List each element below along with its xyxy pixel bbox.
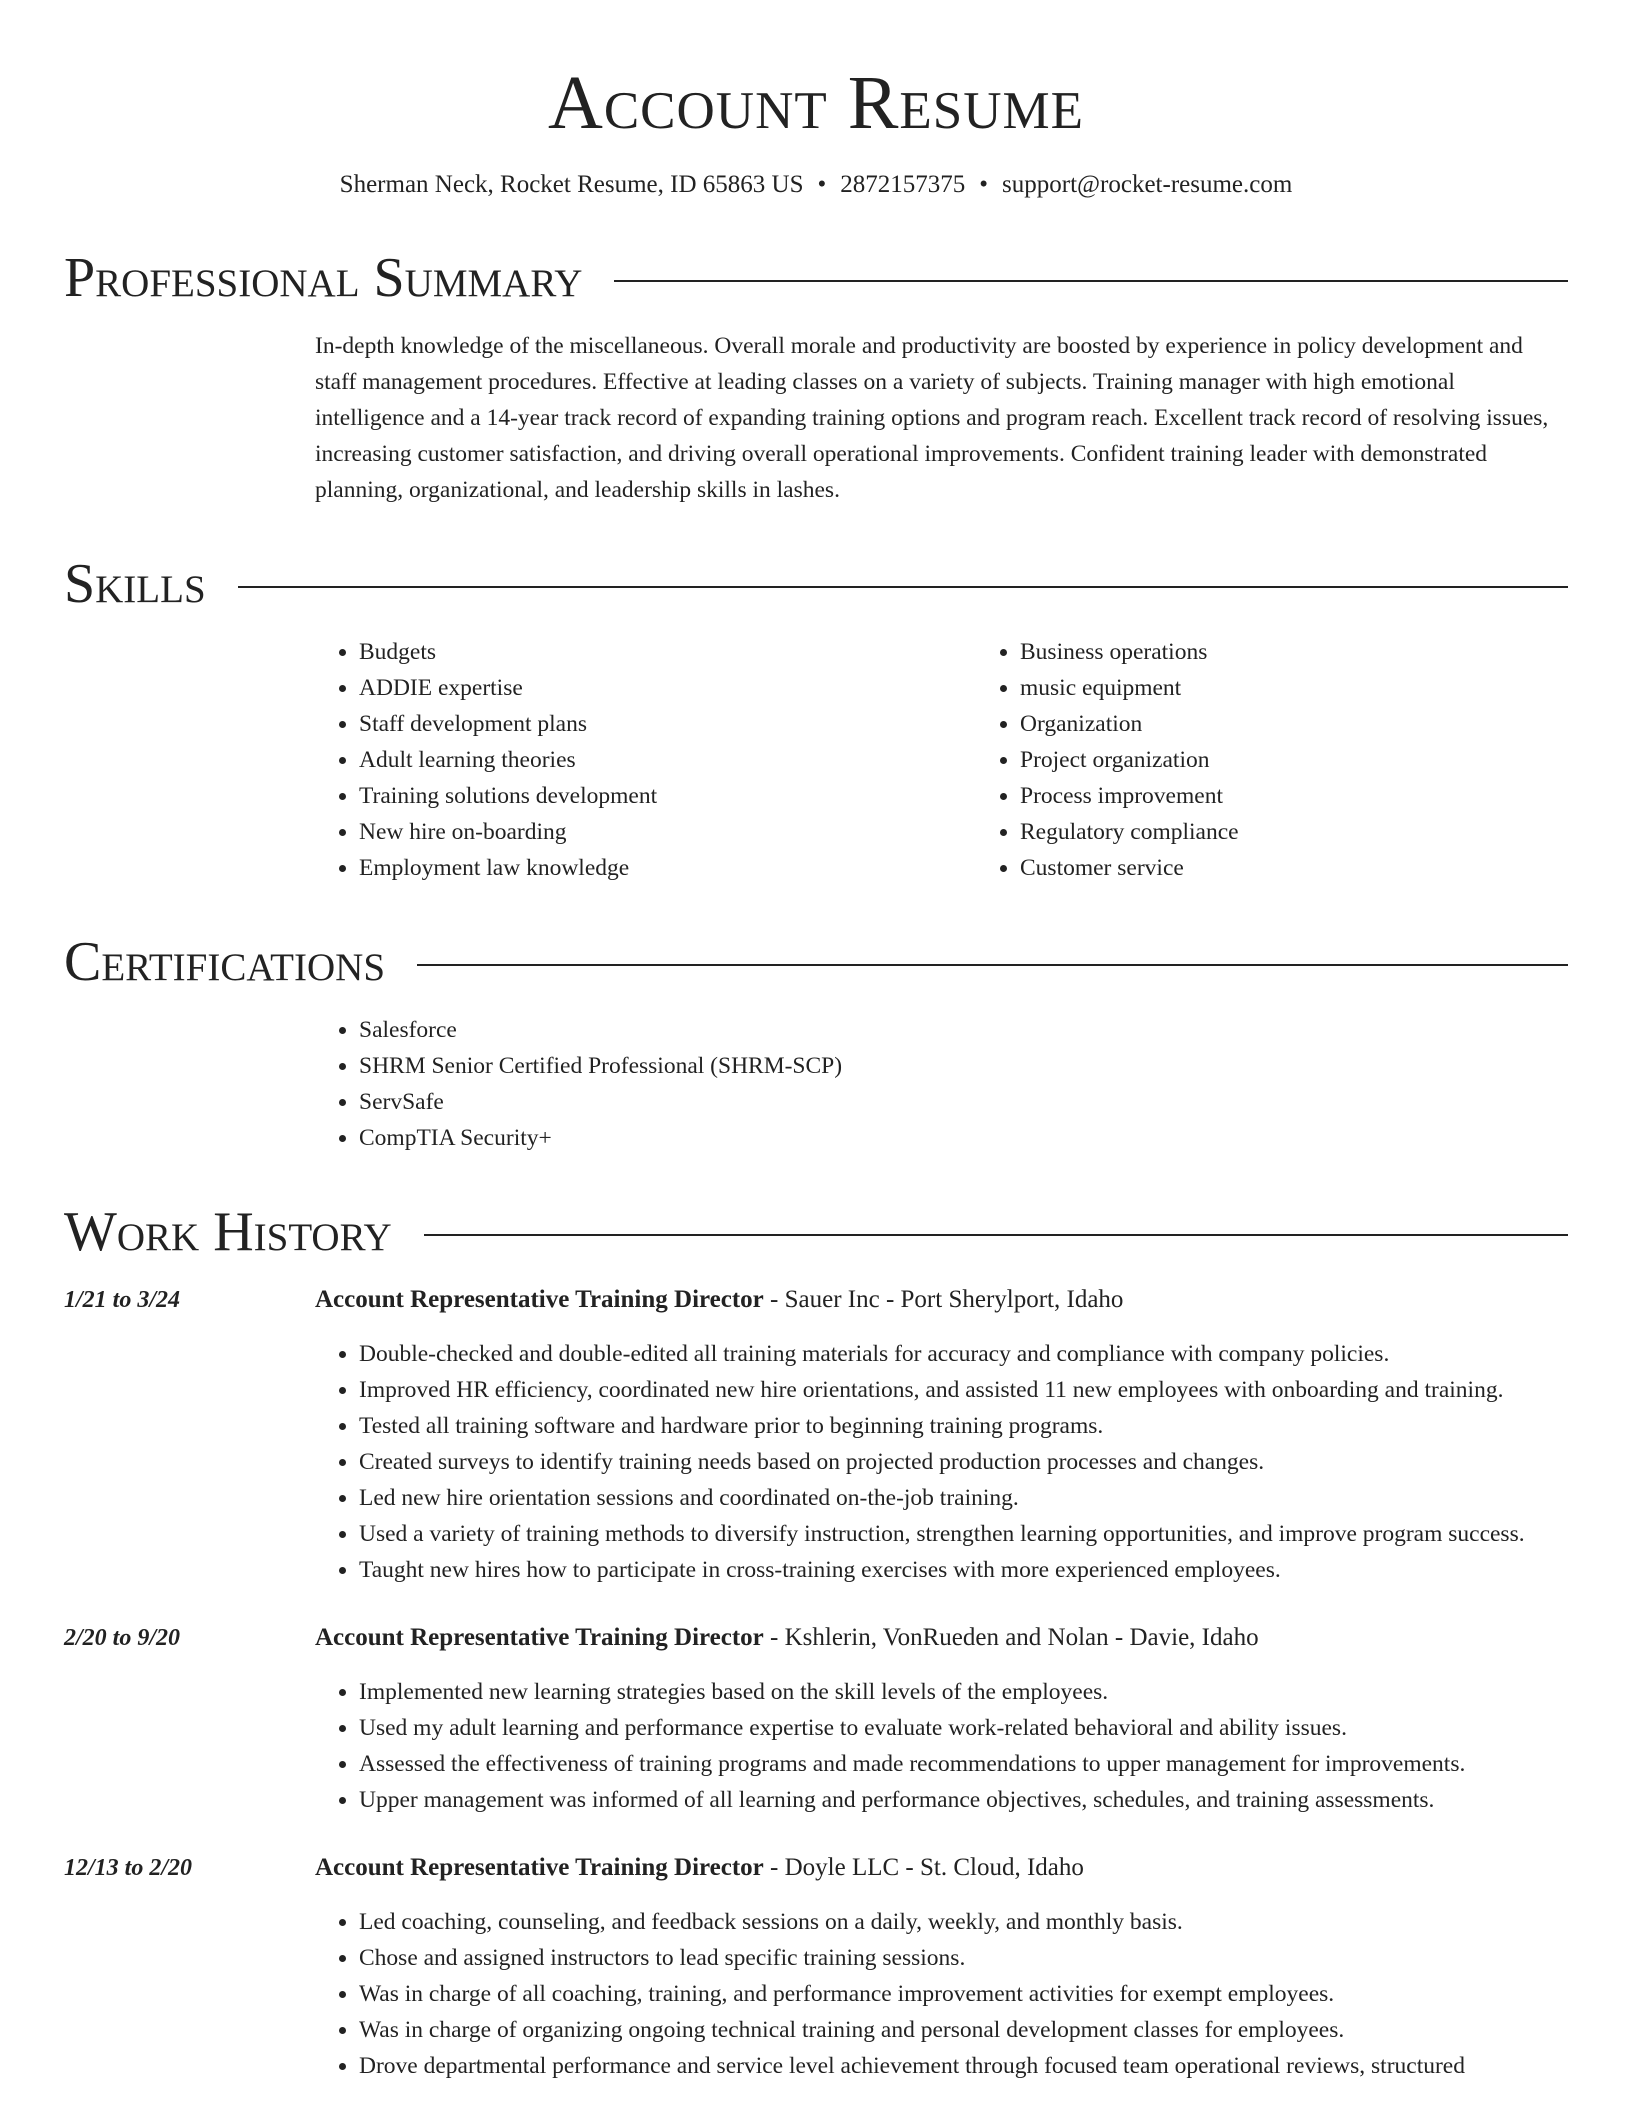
skill-item: • New hire on-boarding [359,814,976,850]
skills-section-header [64,552,1568,616]
skills-columns [315,634,1568,886]
job-dates: 2/20 to 9/20 [64,1625,181,1651]
job-employer: - Kshlerin, VonRueden and Nolan - Davie, Idaho [763,1624,1259,1651]
skill-item: • Business operations [1020,634,1632,670]
job-bullet: • Was in charge of organizing ongoing technical training and personal development classes for employees. [359,2012,1568,2048]
job-bullet: • Used my adult learning and performance expertise to evaluate work-related behavioral and ability issues. [359,1710,1568,1746]
summary-section-header [64,246,1568,310]
job-title-line [315,1850,1568,1886]
section-divider [238,586,1568,588]
skill-item: • Regulatory compliance [1020,814,1632,850]
skills-list-left [315,634,976,886]
job-bullet: • Implemented new learning strategies based on the skill levels of the employees. [359,1674,1568,1710]
skills-heading: Skills [64,553,206,615]
job-bullet: • Taught new hires how to participate in cross-training exercises with more experienced employees. [359,1552,1568,1588]
job-bullets [315,1336,1568,1588]
skills-list-right [976,634,1632,886]
job-title-line [315,1620,1568,1656]
job-employer: - Doyle LLC - St. Cloud, Idaho [763,1854,1084,1881]
skill-item: • Organization [1020,706,1632,742]
job-dates: 12/13 to 2/20 [64,1855,193,1881]
certifications-body [315,1012,1568,1156]
skill-item: • music equipment [1020,670,1632,706]
skill-item: • Budgets [359,634,976,670]
job-title: Account Representative Training Director [315,1624,764,1651]
contact-email: support@rocket-resume.com [1002,171,1293,198]
job-title-line [315,1282,1568,1318]
certification-item: • SHRM Senior Certified Professional (SHRM-SCP) [359,1048,1568,1084]
job-bullet: • Chose and assigned instructors to lead specific training sessions. [359,1940,1568,1976]
contact-phone: 2872157375 [840,171,966,198]
summary-heading: Professional Summary [64,247,583,309]
job-bullet: • Double-checked and double-edited all training materials for accuracy and compliance with company policies. [359,1336,1568,1372]
section-divider [424,1234,1568,1236]
job-bullets [315,1904,1568,2084]
resume-title: Account Resume [547,61,1085,145]
skill-item: • ADDIE expertise [359,670,976,706]
job-dates: 1/21 to 3/24 [64,1287,181,1313]
job-bullet: • Created surveys to identify training needs based on projected production processes and changes. [359,1444,1568,1480]
certifications-section-header [64,930,1568,994]
job-employer: - Sauer Inc - Port Sherylport, Idaho [763,1286,1124,1313]
job-bullet: • Assessed the effectiveness of training programs and made recommendations to upper management for improvements. [359,1746,1568,1782]
job-bullets [315,1674,1568,1818]
job-bullet: • Was in charge of all coaching, training, and performance improvement activities for exempt employees. [359,1976,1568,2012]
contact-separator: • [979,171,989,198]
job-bullet: • Improved HR efficiency, coordinated new hire orientations, and assisted 11 new employees with onboarding and training. [359,1372,1568,1408]
job-bullet: • Drove departmental performance and service level achievement through focused team operational reviews, structured [359,2048,1568,2084]
job-bullet: • Led new hire orientation sessions and coordinated on-the-job training. [359,1480,1568,1516]
contact-address: Sherman Neck, Rocket Resume, ID 65863 US [339,171,804,198]
skill-item: • Training solutions development [359,778,976,814]
contact-line [64,168,1568,202]
skill-item: • Adult learning theories [359,742,976,778]
job-bullet: • Tested all training software and hardware prior to beginning training programs. [359,1408,1568,1444]
skill-item: • Process improvement [1020,778,1632,814]
work-history-section-header [64,1200,1568,1264]
work-history-heading: Work History [64,1201,392,1263]
skill-item: • Staff development plans [359,706,976,742]
certifications-list [315,1012,1568,1156]
certifications-heading: Certifications [64,931,386,993]
section-divider [417,964,1568,966]
contact-separator: • [817,171,827,198]
job-entry [64,1282,1568,1588]
certification-item: • CompTIA Security+ [359,1120,1568,1156]
job-details [315,1850,1568,2084]
certification-item: • Salesforce [359,1012,1568,1048]
job-bullet: • Led coaching, counseling, and feedback sessions on a daily, weekly, and monthly basis. [359,1904,1568,1940]
job-entry [64,1620,1568,1818]
job-details [315,1282,1568,1588]
job-bullet: • Upper management was informed of all learning and performance objectives, schedules, and training assessments. [359,1782,1568,1818]
section-divider [614,280,1568,282]
job-entry [64,1850,1568,2084]
job-title: Account Representative Training Director [315,1286,764,1313]
skill-item: • Project organization [1020,742,1632,778]
job-details [315,1620,1568,1818]
certification-item: • ServSafe [359,1084,1568,1120]
summary-text: In-depth knowledge of the miscellaneous. Overall morale and productivity are boosted by experience in policy development and staff management procedures. Effective at leading classes on a variety of subjects. Training manager with high emotional intelligence and a 14-year track record of expanding training options and program reach. Excellent track record of resolving issues, increasing customer satisfaction, and driving overall operational improvements. Confident training leader with demonstrated planning, organizational, and leadership skills in lashes. [315,333,1549,503]
skill-item: • Employment law knowledge [359,850,976,886]
skill-item: • Customer service [1020,850,1632,886]
job-title: Account Representative Training Director [315,1854,764,1881]
job-bullet: • Used a variety of training methods to diversify instruction, strengthen learning opportunities, and improve program success. [359,1516,1568,1552]
